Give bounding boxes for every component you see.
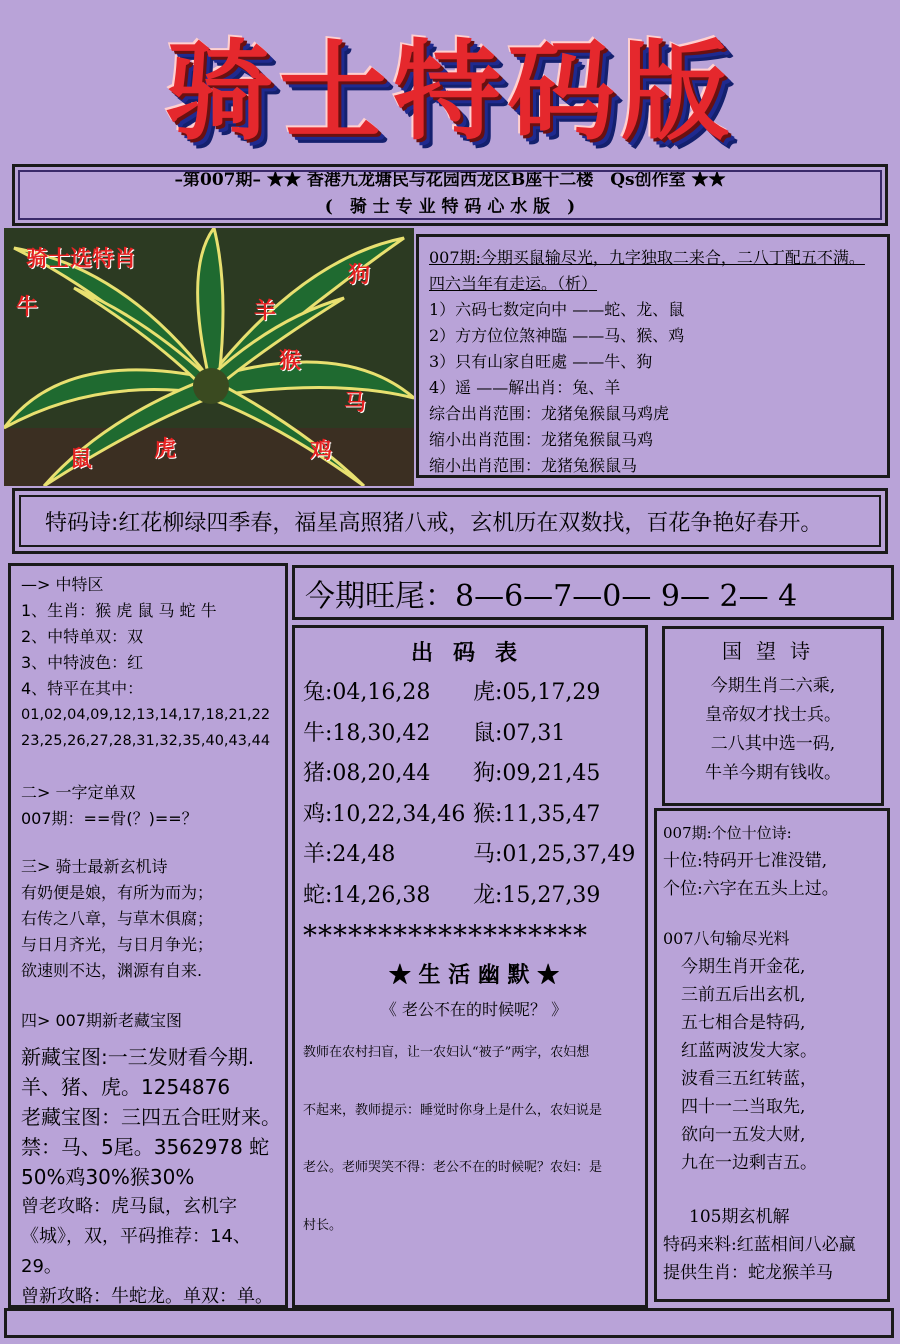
eight-line-title: 007八句输尽光料 [663,929,790,948]
sec3-line: 与日月齐光，与日月争光； [21,935,214,954]
page-title: 骑士特码版 [164,30,735,155]
analysis-line: 缩小出肖范围：龙猪兔猴鼠马鸡 [429,430,654,449]
zodiac-label: 鼠 [70,447,93,472]
zodiac-label: 牛 [16,295,39,320]
table-cell: 狗:09,21,45 [473,761,601,786]
sec4-line: 新藏宝图:一三发财看今期.羊、猪、虎。1254876 [21,1045,255,1099]
right-column [654,808,890,1302]
sec1-line: —> 中特区 [21,575,104,594]
eight-line-item: 四十一二当取先, [681,1097,806,1117]
riddle-title: 105期玄机解 [689,1207,790,1227]
humor-line: 教师在农村扫盲，让一农妇认“被子”两字，农妇想 [303,1045,590,1060]
number-list: 01,02,04,09,12,13,14,17,18,21,22 [21,707,271,723]
plant-heading: 骑士选特肖 [26,247,137,272]
sec1-line: 2、中特单双：双 [21,627,144,646]
sec2-text: 007期：==骨(？)==？ [21,809,198,828]
table-cell: 鸡:10,22,34,46 [303,801,466,827]
table-row [303,795,645,836]
sec4-line: 曾老攻略：虎马鼠，玄机字《城》，双，平码推荐：14、29。 [21,1196,251,1277]
guo-poem-line: 今期生肖二六乘, [710,676,836,696]
table-cell: 猴:11,35,47 [473,801,601,827]
table-cell: 马:01,25,37,49 [473,842,636,867]
eight-line-item: 三前五后出玄机, [681,985,806,1005]
eight-line-item: 欲向一五发大财, [681,1125,806,1145]
page-title-area [0,0,900,165]
zodiac-label: 羊 [254,299,277,324]
star-divider: ******************* [303,919,588,952]
zodiac-label: 马 [344,391,367,416]
eight-line-item: 波看三五红转蓝， [681,1069,817,1089]
riddle-line: 提供生肖：蛇龙猴羊马 [663,1263,833,1283]
humor-subtitle: 《 老公不在的时候呢？ 》 [380,1000,568,1019]
sec3-line: 欲速则不达，渊源有自来. [21,961,203,980]
analysis-line: 缩小出肖范围：龙猪兔猴鼠马 [429,456,638,475]
humor-line: 村长。 [303,1217,343,1233]
humor-text [303,1024,645,1254]
analysis-line: 3）只有山家自旺處 ——牛、狗 [429,352,653,371]
sec1-line: 3、中特波色：红 [21,653,144,672]
sec3-title: 三> 骑士最新玄机诗 [21,857,168,876]
table-cell: 羊:24,48 [303,842,396,867]
sec4-title: 四> 007期新老藏宝图 [21,1011,183,1030]
plant-image [4,228,414,486]
table-cell: 牛:18,30,42 [303,720,431,746]
banner-line-2: ( 骑 士 专 业 特 码 心 水 版 ) [324,197,576,217]
tail-number-text: 今期旺尾：8—6—7—0— 9— 2— 4 [305,578,798,614]
sec3-line: 右传之八章，与草木俱腐； [21,909,214,928]
humor-title: ★ 生 活 幽 默 ★ [388,962,560,988]
analysis-line: 1）六码七数定向中 ——蛇、龙、鼠 [429,300,685,319]
bottom-bar [4,1308,894,1338]
zodiac-label: 猴 [279,349,302,374]
table-cell: 虎:05,17,29 [473,680,601,705]
code-table-box [292,625,648,1308]
header-banner [12,164,888,226]
table-row [303,714,645,755]
table-cell: 蛇:14,26,38 [303,882,431,908]
analysis-line: 综合出肖范围：龙猪兔猴鼠马鸡虎 [429,404,670,423]
table-row [303,876,645,917]
special-poem-text: 特码诗:红花柳绿四季春，福星高照猪八戒，玄机历在双数找，百花争艳好春开。 [45,510,823,536]
digit-poem-line: 十位:特码开七准没错, [663,851,828,871]
humor-line: 老公。老师哭笑不得：老公不在的时候呢？农妇：是 [303,1160,603,1175]
analysis-line: 007期:今期买鼠输尽光，九字独取二来合，二八丁配五不满。四六当年有走运。（析） [429,248,865,293]
sec4-line: 老藏宝图：三四五合旺财来。禁：马、5尾。3562978 蛇50%鸡30%猴30% [21,1105,281,1189]
sec3-line: 有奶便是娘，有所为而为； [21,883,214,902]
eight-line-item: 今期生肖开金花, [681,957,806,977]
guo-poem-line: 二八其中选一码, [710,734,836,754]
eight-line-poem [663,953,887,1177]
table-cell: 鼠:07,31 [473,720,566,746]
analysis-line: 2）方方位位煞神臨 ——马、猴、鸡 [429,326,685,345]
left-column [8,563,288,1308]
eight-line-item: 五七相合是特码, [681,1013,806,1033]
digit-poem-line: 个位:六字在五头上过。 [663,879,839,899]
zodiac-label: 虎 [154,437,177,462]
tail-number-bar [292,565,894,620]
guo-poem-line: 牛羊今期有钱收。 [705,763,841,783]
analysis-line: 4）遥 ——解出肖：兔、羊 [429,378,621,397]
table-row [303,835,645,876]
eight-line-item: 红蓝两波发大家。 [681,1041,817,1061]
guo-poem-title: 国望诗 [722,639,824,663]
eight-line-item: 九在一边剩吉五。 [681,1153,817,1173]
table-cell: 兔:04,16,28 [303,680,431,705]
table-row [303,754,645,795]
sec4-line: 曾新攻略：牛蛇龙。单双：单。 [21,1286,273,1307]
analysis-box [416,234,890,478]
digit-poem-title: 007期:个位十位诗: [663,824,792,842]
table-cell: 猪:08,20,44 [303,761,431,786]
code-table-title: 出码表 [410,640,537,666]
zodiac-label: 鸡 [310,439,333,464]
sec1-line: 4、特平在其中： [21,679,144,698]
guo-poem-line: 皇帝奴才找士兵。 [705,705,841,725]
sec1-line: 1、生肖：猴 虎 鼠 马 蛇 牛 [21,601,217,620]
guo-poem-box [662,626,884,806]
table-row [303,673,645,714]
table-cell: 龙:15,27,39 [473,882,601,908]
humor-line: 不起来，教师提示：睡觉时你身上是什么，农妇说是 [303,1102,603,1118]
zodiac-label: 狗 [348,263,371,288]
sec2-title: 二> 一字定单双 [21,783,136,802]
banner-line-1: –第007期– ★★ 香港九龙塘民与花园西龙区B座十二楼 Qs创作室 ★★ [174,170,726,190]
number-list: 23,25,26,27,28,31,32,35,40,43,44 [21,733,271,749]
riddle-line: 特码来料:红蓝相间八必赢 [663,1235,856,1255]
special-poem-bar [12,488,888,554]
